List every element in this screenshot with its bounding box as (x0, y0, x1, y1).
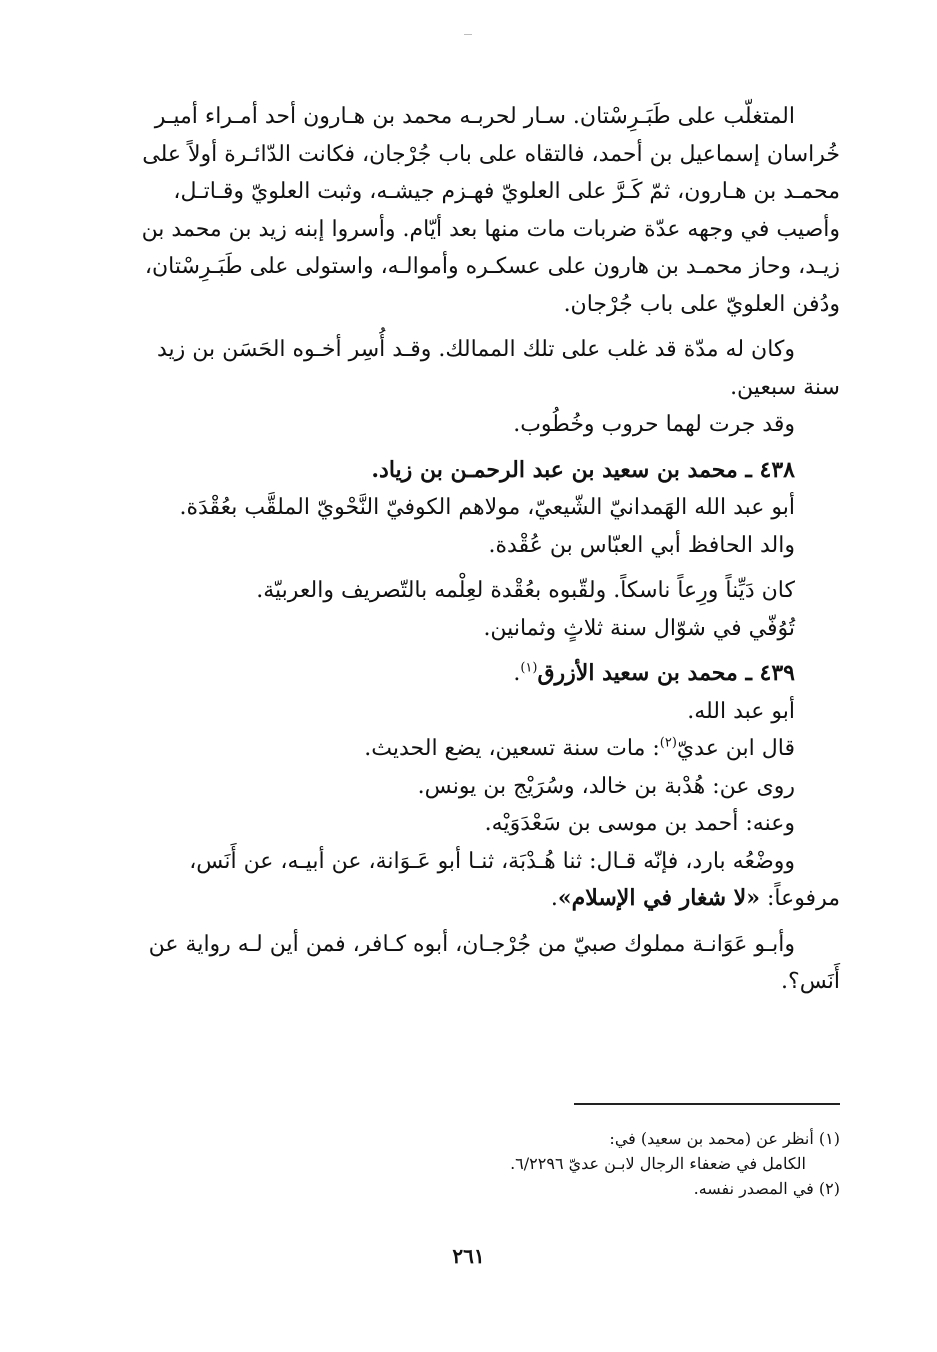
text-line: وكان له مدّة قد غلب على تلك الممالك. وقـد أُسِر أخـوه الحَسَن بن زيد (157, 337, 795, 362)
hadith-raised: مرفوعاً: (766, 886, 840, 911)
text-line: سنة سبعين. (730, 374, 840, 400)
hadith-line (128, 880, 840, 918)
footnote-ref-2: (٢) (659, 735, 677, 751)
heading-end: . (513, 661, 521, 686)
hadith-end: . (550, 886, 558, 911)
quote-text: : مات سنة تسعين، يضع الحديث. (364, 736, 660, 761)
text-line: زيـد، وحاز محمـد بن هارون على عسكـره وأموالـه، واستولى على طَبَـرِسْتان، (144, 254, 840, 279)
text-line: كان دَيِّناً ورِعاً ناسكاً. ولقّبوه بعُقْدة لعِلْمه بالتّصريف والعربيّة. (256, 578, 795, 603)
quote-line (128, 730, 840, 768)
footnotes (128, 1126, 840, 1201)
text-line: تُوُفّي في شوّال سنة ثلاثٍ وثمانين. (483, 615, 795, 641)
text-line: أَنَس؟. (781, 969, 840, 994)
text-line: أبو عبد الله الهَمدانيّ الشّيعيّ، مولاهم الكوفيّ النَّحْويّ الملقَّب بعُقْدَة. (179, 495, 795, 520)
hadith-text: «لا شغار في الإسلام» (557, 885, 760, 911)
main-text (128, 98, 840, 1001)
narrated-from-line: روى عن: هُدْبة بن خالد، وسُرَيْج بن يونس. (417, 773, 795, 799)
paragraph-2 (128, 331, 840, 406)
entry-438 (128, 452, 840, 648)
footnote-2: (٢) في المصدر نفسه. (693, 1179, 840, 1198)
paragraph-3: وقد جرت لهما حروب وخُطُوب. (513, 412, 795, 437)
text-line: محمـد بن هـارون، ثمّ كَـرَّ على العلويّ فهـزم جيشـه، وثبت العلويّ وقـاتـل، (173, 179, 840, 204)
entry-heading (128, 655, 840, 693)
quote-source: قال ابن عديّ (676, 736, 795, 761)
entry-heading: ٤٣٨ ـ محمد بن سعيد بن عبد الرحمـن بن زياد. (371, 456, 795, 483)
text-line: وأبـو عَوَانـة مملوك صبيّ من جُرْجـان، أبوه كـافر، فمن أين لـه رواية عن (148, 931, 795, 957)
text-line: المتغلّب على طَبَـرِسْتان. سـار لحربـه محمد بن هـارون أحد أمـراء أميـر (154, 104, 795, 129)
text-line: والد الحافظ أبي العبّاس بن عُقْدة. (488, 532, 795, 558)
narrated-by-line: وعنه: أحمد بن موسى بن سَعْدَوَيْه. (484, 811, 795, 836)
footnote-1-source: الكامل في ضعفاء الرجال لابـن عديّ ٦/٢٢٩٦. (510, 1154, 806, 1173)
paragraph-1 (128, 98, 840, 323)
footnote-1: (١) أنظر عن (محمد بن سعيد) في: (609, 1129, 840, 1148)
text-line: ودُفن العلويّ على باب جُرْجان. (563, 291, 840, 317)
kunya-line: أبو عبد الله. (687, 698, 795, 724)
entry-heading-text: ٤٣٩ ـ محمد بن سعيد الأزرق (537, 660, 795, 686)
entry-439 (128, 655, 840, 1001)
top-mark (464, 34, 472, 35)
footnote-ref-1: (١) (520, 660, 538, 676)
text-line: خُراسان إسماعيل بن أحمد، فالتقاه على باب جُرْجان، فكانت الدّائـرة أولاً على (142, 141, 840, 167)
page-number: ٢٦١ (452, 1244, 485, 1268)
text-line: وأصيب في وجهه عدّة ضربات مات منها بعد أيّام. وأسروا إبنه زيد بن محمد بن (141, 216, 840, 242)
hadith-intro-line: ووضْعُه بارد، فإنّه قـال: ثنا هُـدْبَة، ثنـا أبو عَـوَانة، عن أبيـه، عن أَنَس، (189, 848, 795, 874)
footnote-divider (574, 1103, 840, 1105)
